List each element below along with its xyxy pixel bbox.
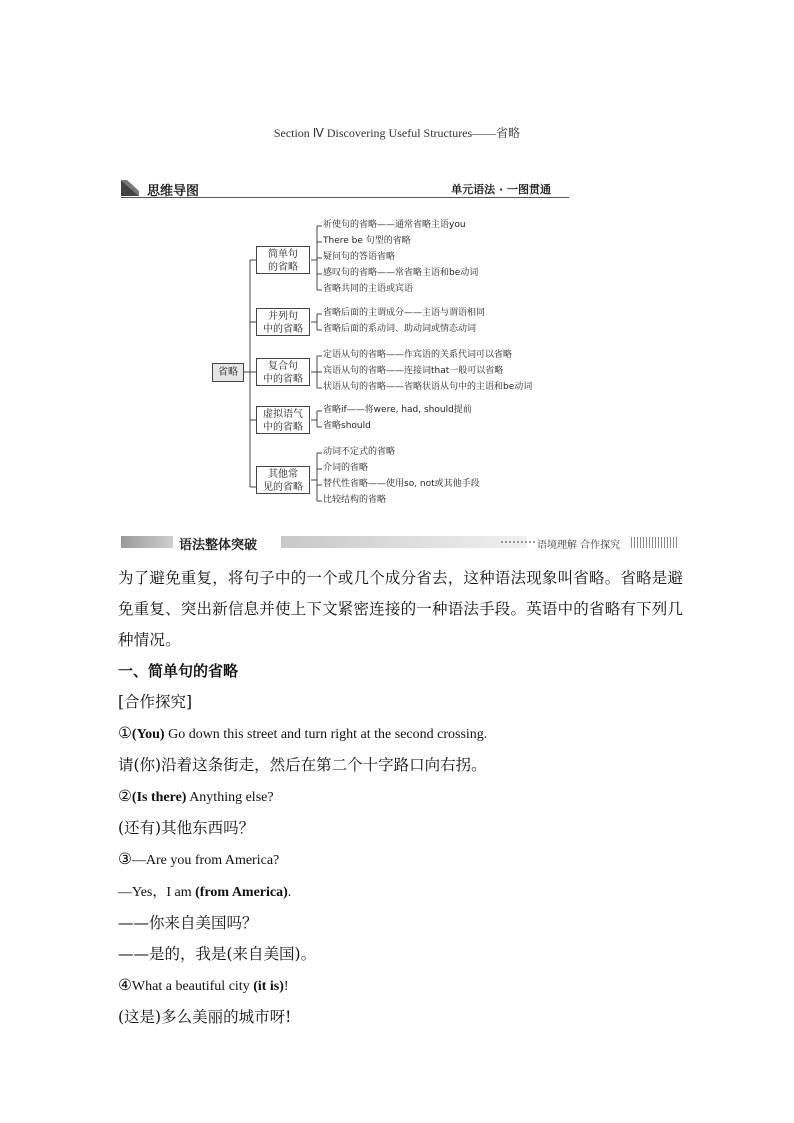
- category-label-line: 简单句: [268, 249, 298, 260]
- mind-map-leaf: 省略后面的系动词、助动词或情态动词: [323, 324, 477, 334]
- example-text: .: [287, 885, 292, 900]
- mind-map-leaf: 比较结构的省略: [323, 495, 387, 505]
- category-label-line: 并列句: [268, 311, 298, 322]
- example-number: ①: [118, 724, 132, 742]
- mind-map-leaf: 祈使句的省略——通常省略主语you: [323, 220, 466, 230]
- example-4: [118, 970, 686, 1002]
- example-text: —Are you from America?: [131, 853, 280, 868]
- intro-paragraph: 为了避免重复，将句子中的一个或几个成分省去，这种语法现象叫省略。省略是避免重复、突出新信息并使上下文紧密连接的一种语法手段。英语中的省略有下列几种情况。: [118, 569, 684, 649]
- example-bold: (it is): [253, 979, 284, 994]
- example-number: ②: [118, 787, 132, 805]
- mind-map-leaf: 省略if——将were, had, should提前: [323, 405, 472, 415]
- mind-map-leaf: 状语从句的省略——省略状语从句中的主语和be动词: [323, 382, 533, 392]
- category-other: [256, 466, 310, 494]
- grammar-section-tag: 语境理解 合作探究: [537, 540, 621, 551]
- example-number: ③: [118, 850, 132, 868]
- mind-map-leaf: 省略should: [323, 421, 371, 431]
- example-bold: (Is there): [131, 790, 187, 805]
- example-4-translation: (这是)多么美丽的城市呀!: [118, 1008, 292, 1026]
- example-number: ④: [118, 976, 132, 994]
- example-text: —Yes，I am: [118, 885, 196, 900]
- mind-map-leaf: There be 句型的省略: [323, 236, 411, 246]
- mind-map-leaf: 替代性省略——使用so, not或其他手段: [323, 479, 480, 489]
- corner-triangle-icon: [121, 180, 139, 196]
- section-title: Section Ⅳ Discovering Useful Structures——省略: [273, 126, 521, 140]
- mind-map-connectors: [0, 0, 794, 520]
- category-subjunctive: [256, 406, 310, 434]
- bar-shade-decoration: [281, 536, 527, 548]
- mind-map-leaf: 动词不定式的省略: [323, 447, 396, 457]
- bar-hatch-decoration: [631, 537, 679, 548]
- mind-map-leaf: 感叹句的省略——常省略主语和be动词: [323, 268, 479, 278]
- example-bold: (from America): [195, 885, 288, 900]
- example-1: [118, 718, 686, 750]
- main-content: [118, 563, 686, 1033]
- example-text: What a beautiful city: [131, 979, 254, 994]
- category-label-line: 的省略: [268, 262, 298, 273]
- category-label-line: 虚拟语气: [263, 409, 303, 420]
- example-text: Anything else?: [186, 790, 274, 805]
- category-label-line: 复合句: [268, 361, 298, 372]
- mind-map: [0, 0, 794, 520]
- mind-map-title: 思维导图: [147, 184, 200, 199]
- section-heading: 一、简单句的省略: [118, 662, 239, 680]
- subheading: [合作探究]: [118, 693, 193, 711]
- example-bold: (You): [131, 727, 165, 742]
- example-3-translation-1: ——你来自美国吗？: [118, 914, 258, 932]
- grammar-section-bar: [121, 535, 679, 553]
- example-3-answer: [118, 876, 686, 908]
- category-complex-sentence: [256, 358, 310, 386]
- mind-map-leaf: 省略后面的主谓成分——主语与谓语相同: [323, 308, 486, 318]
- mind-map-leaf: 定语从句的省略——作宾语的关系代词可以省略: [323, 350, 513, 360]
- category-label-line: 见的省略: [263, 482, 303, 493]
- example-2: [118, 781, 686, 813]
- category-label-line: 其他常: [268, 469, 298, 480]
- category-label-line: 中的省略: [263, 324, 303, 335]
- mind-map-header: [121, 180, 569, 198]
- category-simple-sentence: [256, 246, 310, 274]
- example-3: [118, 844, 686, 876]
- mind-map-root: 省略: [212, 363, 244, 382]
- mind-map-leaf: 省略共同的主语或宾语: [323, 284, 414, 294]
- category-compound-sentence: [256, 308, 310, 336]
- mind-map-leaf: 宾语从句的省略——连接词that一般可以省略: [323, 366, 504, 376]
- example-text: Go down this street and turn right at the second crossing.: [164, 727, 488, 742]
- example-1-translation: 请(你)沿着这条街走，然后在第二个十字路口向右拐。: [118, 756, 487, 774]
- grammar-section-title: 语法整体突破: [179, 538, 258, 553]
- example-3-translation-2: ——是的，我是(来自美国)。: [118, 945, 317, 963]
- example-text: !: [283, 979, 289, 994]
- category-label-line: 中的省略: [263, 422, 303, 433]
- mind-map-leaf: 介词的省略: [323, 463, 369, 473]
- bar-dots-decoration: [501, 541, 535, 545]
- example-2-translation: (还有)其他东西吗？: [118, 819, 255, 837]
- mind-map-leaf: 疑问句的答语省略: [323, 252, 396, 262]
- category-label-line: 中的省略: [263, 374, 303, 385]
- bar-shade-decoration: [121, 536, 173, 548]
- mind-map-subtitle: 单元语法 · 一图贯通: [451, 183, 551, 196]
